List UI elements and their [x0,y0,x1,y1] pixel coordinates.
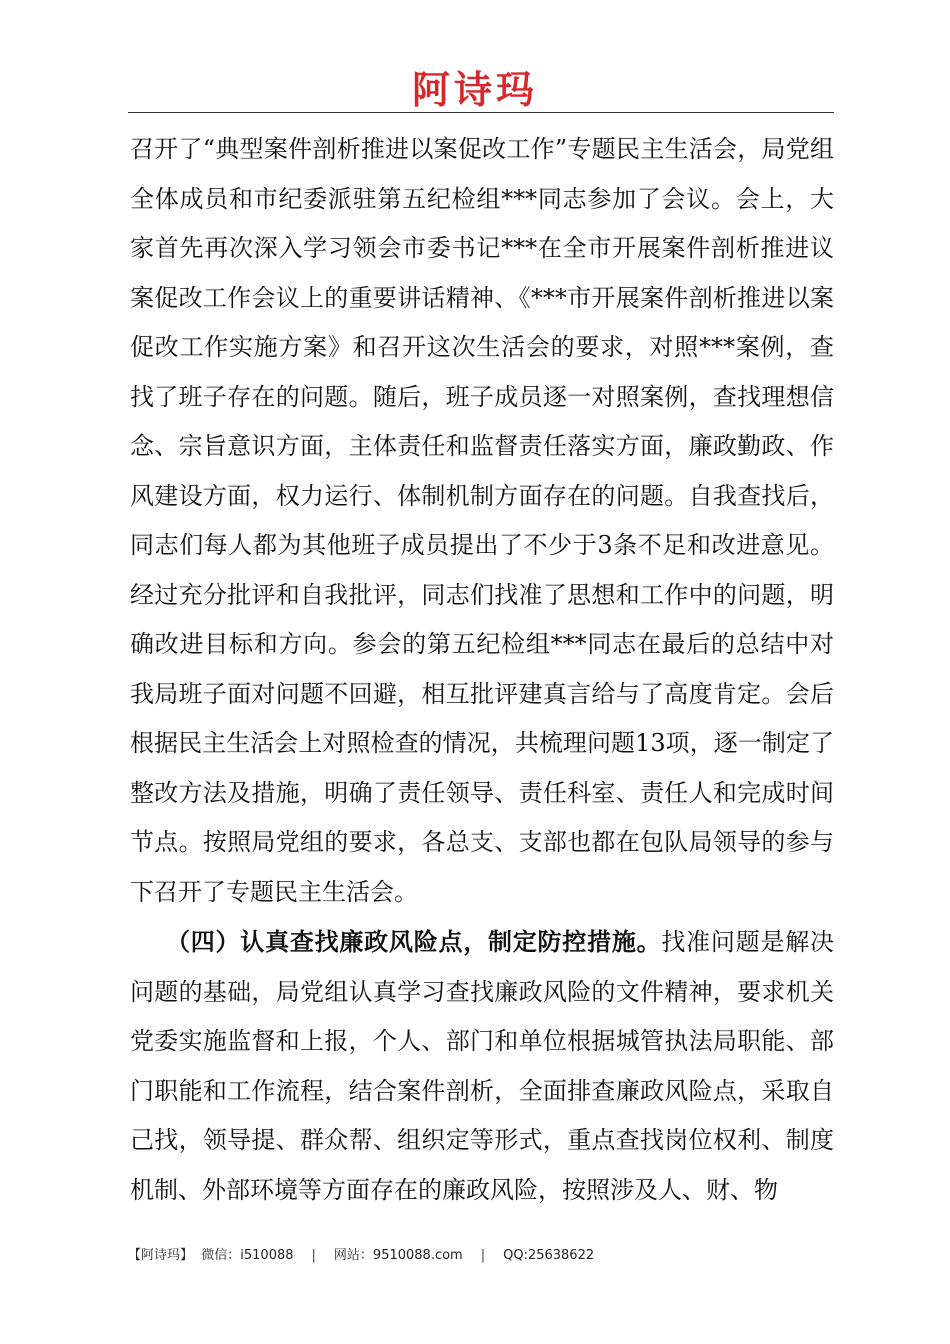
header-logo: 阿诗玛 [411,67,538,112]
document-body [130,125,834,1215]
footer-website: 网站：9510088.com [333,1248,463,1263]
footer [128,1246,834,1266]
paragraph-2-heading: （四）认真查找廉政风险点，制定防控措施。 [166,927,662,956]
footer-qq: QQ:25638622 [503,1248,595,1263]
paragraph-2 [130,917,834,1215]
paragraph-1: 召开了“典型案件剖析推进以案促改工作”专题民主生活会，局党组全体成员和市纪委派驻第五纪检组***同志参加了会议。会上，大家首先再次深入学习领会市委书记***在全市开展案件剖析推进议案促改工作会议上的重要讲话精神、《***市开展案件剖析推进以案促改工作实施方案》和召开这次生活会的要求，对照***案例，查找了班子存在的问题。随后，班子成员逐一对照案例，查找理想信念、宗旨意识方面，主体责任和监督责任落实方面，廉政勤政、作风建设方面，权力运行、体制机制方面存在的问题。自我查找后，同志们每人都为其他班子成员提出了不少于3条不足和改进意见。经过充分批评和自我批评，同志们找准了思想和工作中的问题，明确改进目标和方向。参会的第五纪检组***同志在最后的总结中对我局班子面对问题不回避，相互批评建真言给与了高度肯定。会后根据民主生活会上对照检查的情况，共梳理问题13项，逐一制定了整改方法及措施，明确了责任领导、责任科室、责任人和完成时间节点。按照局党组的要求，各总支、支部也都在包队局领导的参与下召开了专题民主生活会。 [130,135,834,906]
footer-wechat: 微信：i510088 [201,1248,294,1263]
header-divider [128,112,834,113]
footer-separator: | [311,1248,316,1263]
footer-separator: | [480,1248,486,1263]
paragraph-2-text: 找准问题是解决问题的基础，局党组认真学习查找廉政风险的文件精神，要求机关党委实施监督和上报，个人、部门和单位根据城管执法局职能、部门职能和工作流程，结合案件剖析，全面排查廉政风险点，采取自己找，领导提、群众帮、组织定等形式，重点查找岗位权利、制度机制、外部环境等方面存在的廉政风险，按照涉及人、财、物 [130,928,835,1204]
footer-brand: 【阿诗玛】 [128,1248,194,1263]
